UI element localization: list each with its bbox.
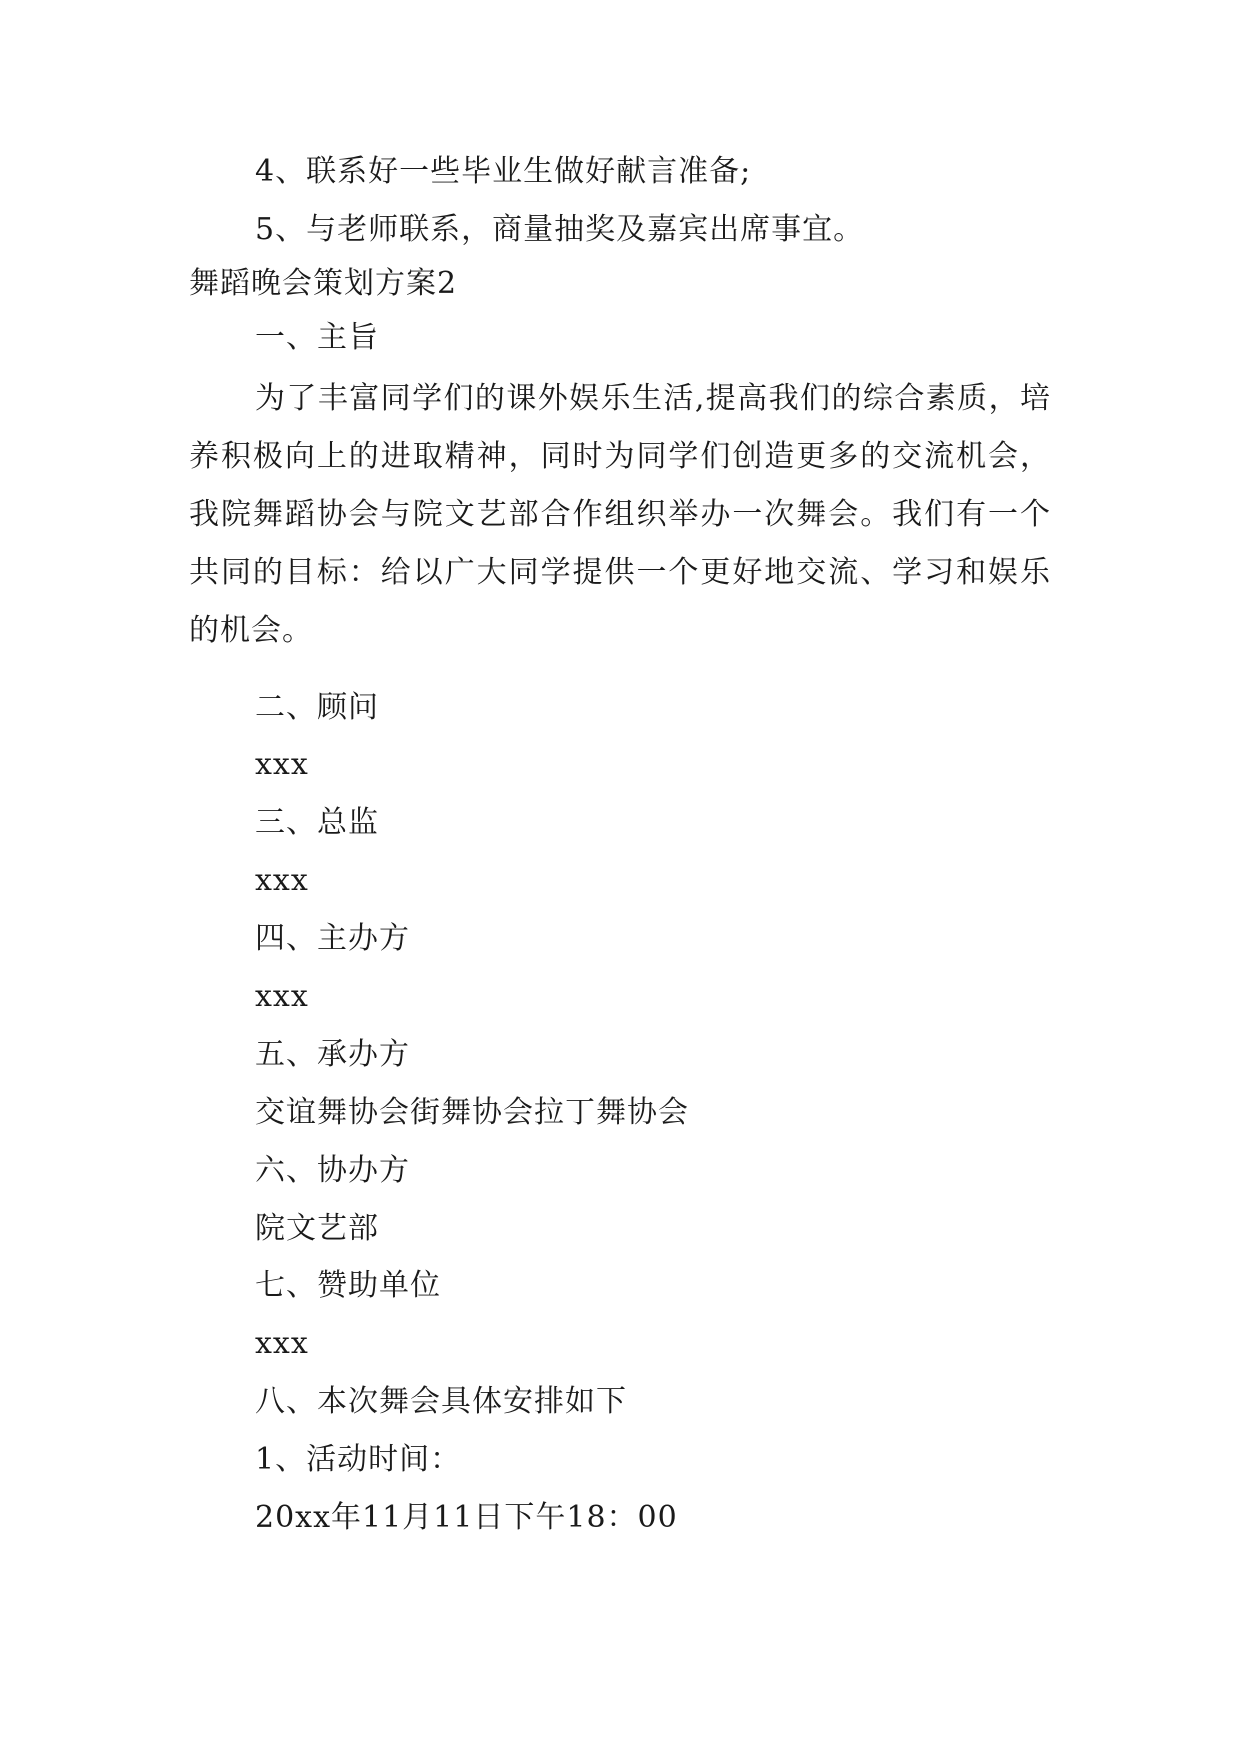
heading-organizer: 四、主办方 bbox=[255, 921, 410, 956]
heading-director: 三、总监 bbox=[255, 805, 379, 840]
list-item-4: 4、联系好一些毕业生做好献言准备; bbox=[255, 154, 752, 189]
organizer-value: xxx bbox=[255, 979, 309, 1014]
arrangement-time-label: 1、活动时间： bbox=[255, 1442, 462, 1477]
heading-co-organizer: 六、协办方 bbox=[255, 1153, 410, 1188]
section-title: 舞蹈晚会策划方案2 bbox=[189, 266, 458, 301]
heading-purpose: 一、主旨 bbox=[255, 320, 379, 355]
undertaker-value: 交谊舞协会街舞协会拉丁舞协会 bbox=[255, 1095, 689, 1130]
co-organizer-value: 院文艺部 bbox=[255, 1211, 379, 1246]
purpose-paragraph: 为了丰富同学们的课外娱乐生活,提高我们的综合素质，培养积极向上的进取精神，同时为同学们创造更多的交流机会，我院舞蹈协会与院文艺部合作组织举办一次舞会。我们有一个共同的目标：给以广大同学提供一个更好地交流、学习和娱乐的机会。 bbox=[189, 381, 1051, 648]
advisor-value: xxx bbox=[255, 747, 309, 782]
heading-sponsor: 七、赞助单位 bbox=[255, 1268, 441, 1303]
heading-arrangement: 八、本次舞会具体安排如下 bbox=[255, 1384, 627, 1419]
director-value: xxx bbox=[255, 863, 309, 898]
list-item-5: 5、与老师联系，商量抽奖及嘉宾出席事宜。 bbox=[255, 212, 865, 247]
heading-undertaker: 五、承办方 bbox=[255, 1037, 410, 1072]
sponsor-value: xxx bbox=[255, 1326, 309, 1361]
heading-advisor: 二、顾问 bbox=[255, 690, 379, 725]
arrangement-time-value: 20xx年11月11日下午18：00 bbox=[255, 1500, 678, 1535]
